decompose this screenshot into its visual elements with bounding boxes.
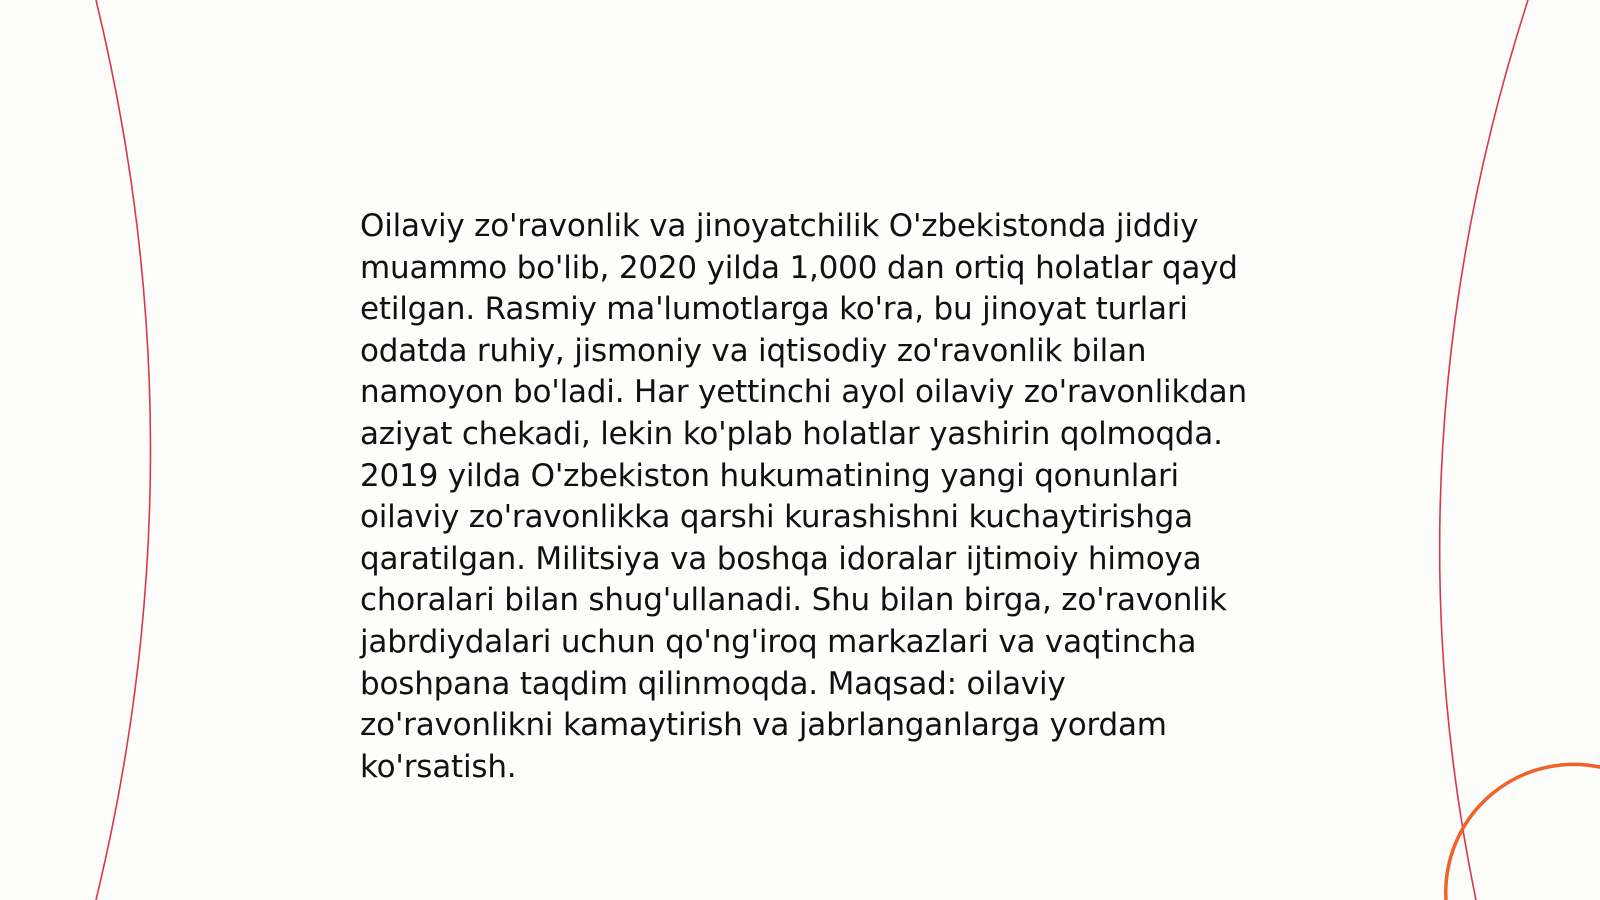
body-paragraph: Oilaviy zo'ravonlik va jinoyatchilik O'zbekistonda jiddiy muammo bo'lib, 2020 yilda 1,000 dan ortiq holatlar qayd etilgan. Rasmiy ma'lumotlarga ko'ra, bu jinoyat turlari odatda ruhiy, jismoniy va iqtisodiy zo'ravonlik bilan namoyon bo'ladi. Har yettinchi ayol oilaviy zo'ravonlikdan aziyat chekadi, lekin ko'plab holatlar yashirin qolmoqda. 2019 yilda O'zbekiston hukumatining yangi qonunlari oilaviy zo'ravonlikka qarshi kurashishni kuchaytirishga qaratilgan. Militsiya va boshqa idoralar ijtimoiy himoya choralari bilan shug'ullanadi. Shu bilan birga, zo'ravonlik jabrdiydalari uchun qo'ng'iroq markazlari va vaqtincha boshpana taqdim qilinmoqda. Maqsad: oilaviy zo'ravonlikni kamaytirish va jabrlanganlarga yordam ko'rsatish. — [360, 208, 1247, 785]
left-curve-line — [96, 0, 151, 900]
right-curve-line — [1440, 0, 1528, 900]
orange-accent-arc — [1446, 764, 1600, 900]
